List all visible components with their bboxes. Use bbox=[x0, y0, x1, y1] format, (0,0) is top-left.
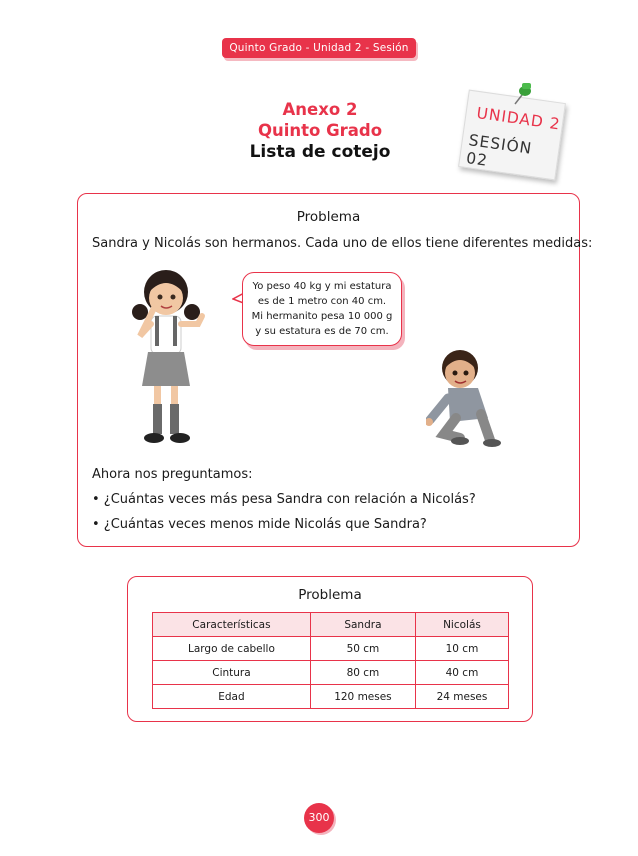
problem-2-title: Problema bbox=[298, 587, 362, 603]
speech-bubble: Yo peso 40 kg y mi estatura es de 1 metro con 40 cm. Mi hermanito pesa 10 000 g y su estatura es de 70 cm. bbox=[242, 272, 402, 346]
table-cell: 40 cm bbox=[415, 661, 508, 685]
question-1: • ¿Cuántas veces más pesa Sandra con relación a Nicolás? bbox=[92, 492, 476, 507]
boy-illustration bbox=[426, 342, 506, 450]
problem-1-intro: Sandra y Nicolás son hermanos. Cada uno de ellos tiene diferentes medidas: bbox=[92, 236, 593, 251]
table-cell: 24 meses bbox=[415, 685, 508, 709]
header-label: Quinto Grado - Unidad 2 - Sesión 02 bbox=[222, 38, 416, 58]
question-2: • ¿Cuántas veces menos mide Nicolás que Sandra? bbox=[92, 517, 427, 532]
question-intro: Ahora nos preguntamos: bbox=[92, 467, 253, 482]
table-row bbox=[153, 637, 509, 661]
table-cell: Largo de cabello bbox=[153, 637, 311, 661]
table-cell: 80 cm bbox=[310, 661, 415, 685]
column-header: Características bbox=[153, 613, 311, 637]
girl-illustration bbox=[118, 264, 218, 454]
problem-box-1 bbox=[77, 193, 593, 547]
table-cell: 10 cm bbox=[415, 637, 508, 661]
table-cell: 120 meses bbox=[310, 685, 415, 709]
table-cell: Cintura bbox=[153, 661, 311, 685]
column-header: Nicolás bbox=[415, 613, 508, 637]
table-cell: Edad bbox=[153, 685, 311, 709]
problem-1-title: Problema bbox=[296, 209, 361, 225]
table-row bbox=[153, 661, 509, 685]
annex-title: Anexo 2 bbox=[282, 100, 358, 119]
sticky-unit-label: UNIDAD 2 bbox=[475, 103, 562, 134]
table-row bbox=[153, 685, 509, 709]
page-title bbox=[230, 99, 410, 163]
column-header: Sandra bbox=[310, 613, 415, 637]
table-header-row bbox=[153, 613, 509, 637]
grade-title: Quinto Grado bbox=[257, 121, 383, 140]
checklist-title: Lista de cotejo bbox=[249, 142, 391, 162]
page-number: 300 bbox=[304, 803, 334, 833]
table-cell: 50 cm bbox=[310, 637, 415, 661]
measurements-table bbox=[152, 612, 509, 709]
pushpin-icon bbox=[507, 80, 537, 110]
sticky-session-label: SESIÓN 02 bbox=[465, 131, 534, 170]
problem-box-2 bbox=[127, 576, 533, 722]
